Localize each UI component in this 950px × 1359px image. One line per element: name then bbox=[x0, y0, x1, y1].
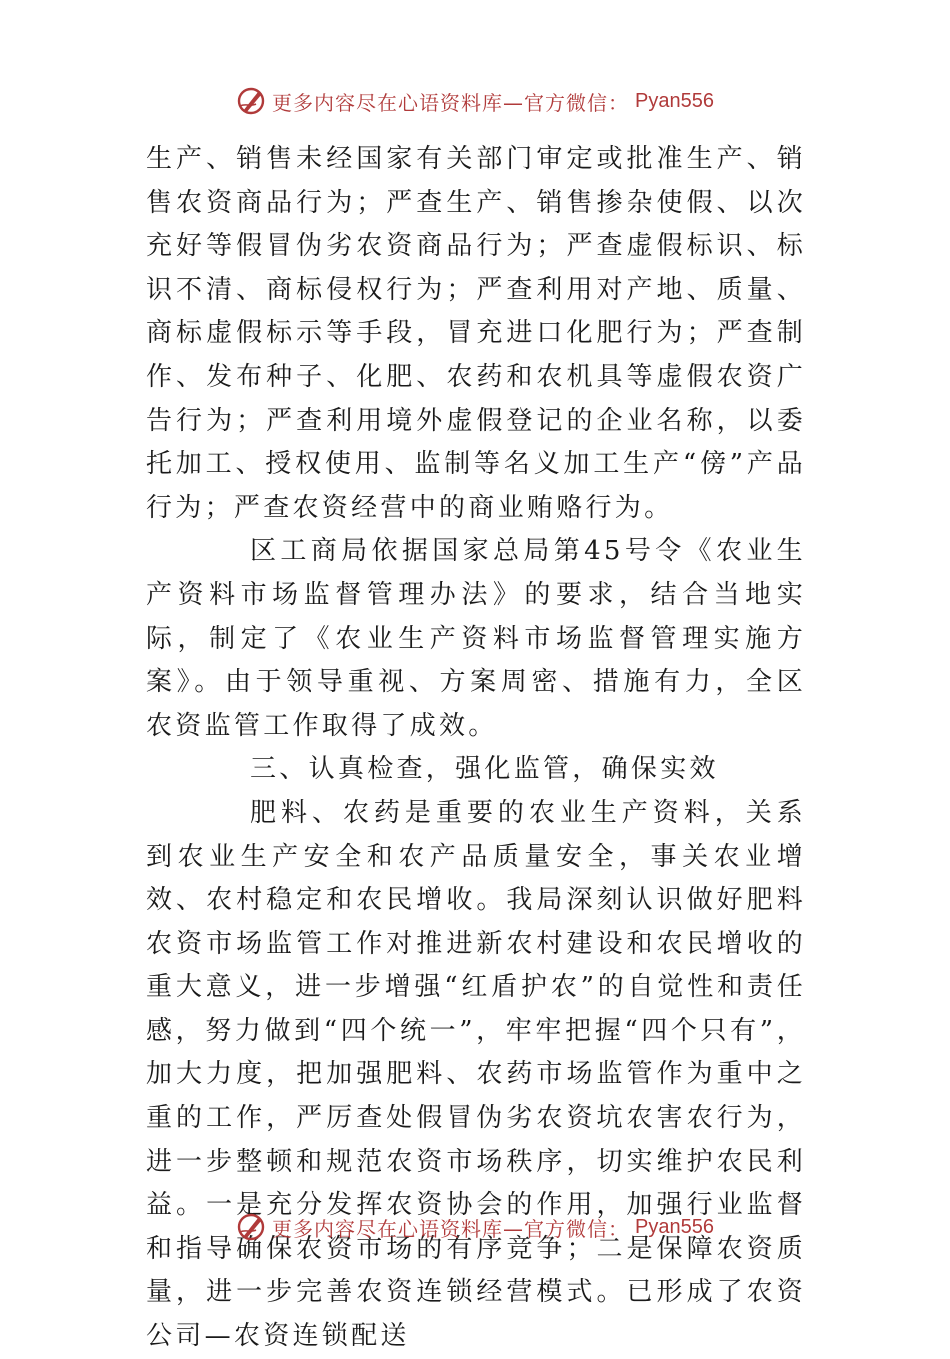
paragraph-fertilizer-supervision: 肥料、农药是重要的农业生产资料，关系到农业生产安全和农产品质量安全，事关农业增效、农村稳定和农民增收。我局深刻认识做好肥料农资市场监管工作对推进新农村建设和农民增收的重大意义，进一步增强“红盾护农”的自觉性和责任感，努力做到“四个统一”，牢牢把握“四个只有”，加大力度，把加强肥料、农药市场监管作为重中之重的工作，严厉查处假冒伪劣农资坑农害农行为，进一步整顿和规范农资市场秩序，切实维护农民利益。一是充分发挥农资协会的作用，加强行业监督和指导确保农资市场的有序竞争；二是保障农资质量，进一步完善农资连锁经营模式。已形成了农资公司—农资连锁配送 bbox=[146, 797, 806, 1352]
pen-circle-logo-icon bbox=[236, 1212, 266, 1242]
footer-watermark bbox=[0, 1212, 950, 1242]
watermark-text: 更多内容尽在心语资料库—官方微信： bbox=[272, 1216, 630, 1241]
section-heading: 三、认真检查，强化监管，确保实效 bbox=[250, 754, 719, 785]
paragraph-implementation-plan: 区工商局依据国家总局第45号令《农业生产资料市场监督管理办法》的要求，结合当地实际，制定了《农业生产资料市场监督管理实施方案》。由于领导重视、方案周密、措施有力，全区农资监管工作取得了成效。 bbox=[146, 536, 806, 741]
header-watermark bbox=[0, 86, 950, 116]
paragraph-continued: 生产、销售未经国家有关部门审定或批准生产、销售农资商品行为；严查生产、销售掺杂使假、以次充好等假冒伪劣农资商品行为；严查虚假标识、标识不清、商标侵权行为；严查利用对产地、质量、商标虚假标示等手段，冒充进口化肥行为；严查制作、发布种子、化肥、农药和农机具等虚假农资广告行为；严查利用境外虚假登记的企业名称，以委托加工、授权使用、监制等名义加工生产“傍”产品行为；严查农资经营中的商业贿赂行为。 bbox=[146, 144, 806, 523]
watermark-wechat-id: Pyan556 bbox=[635, 1215, 714, 1238]
pen-circle-logo-icon bbox=[236, 86, 266, 116]
watermark-wechat-id: Pyan556 bbox=[635, 89, 714, 112]
document-body bbox=[146, 138, 806, 1359]
watermark-text: 更多内容尽在心语资料库—官方微信： bbox=[272, 90, 630, 115]
